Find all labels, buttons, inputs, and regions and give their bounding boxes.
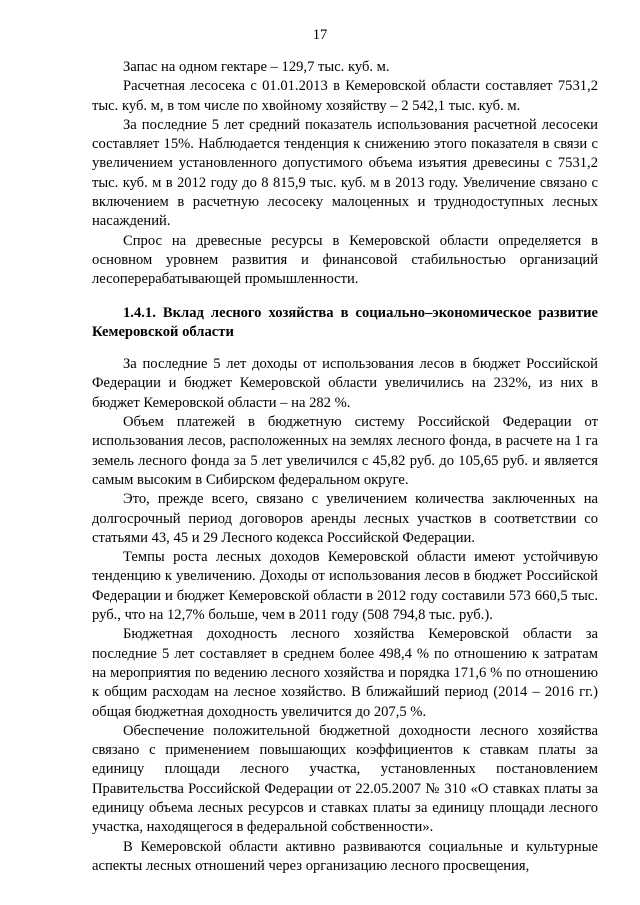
paragraph: Объем платежей в бюджетную систему Российской Федерации от использования лесов, расположенных на землях лесного фонда, в расчете на 1 га земель лесного фонда за 5 лет увеличился с 45,82 руб. до 105,65 руб. и является самым высоким в Сибирском федеральном округе. — [92, 414, 598, 488]
paragraph: За последние 5 лет доходы от использования лесов в бюджет Российской Федерации и бюджет Кемеровской области увеличились на 232%, из них в бюджет Кемеровской области – на 282 %. — [92, 356, 598, 411]
section-heading: 1.4.1. Вклад лесного хозяйства в социально–экономическое развитие Кемеровской области — [92, 304, 598, 340]
paragraph: Обеспечение положительной бюджетной доходности лесного хозяйства связано с применением повышающих коэффициентов к ставкам платы за единицу площади лесного участка, установленных постановлением Правительства Российской Федерации от 22.05.2007 № 310 «О ставках платы за единицу объема лесных ресурсов и ставках платы за единицу площади лесного участка, находящегося в федеральной собственности». — [92, 722, 598, 836]
paragraph: В Кемеровской области активно развиваются социальные и культурные аспекты лесных отношений через организацию лесного просвещения, — [92, 838, 598, 874]
paragraph: Бюджетная доходность лесного хозяйства Кемеровской области за последние 5 лет составляет в среднем более 498,4 % по отношению к затратам на мероприятия по ведению лесного хозяйства и порядка 171,6 % по отношению к общим расходам на лесное хозяйство. В ближайший период (2014 – 2016 гг.) общая бюджетная доходность увеличится до 207,5 %. — [92, 626, 598, 720]
page-content — [92, 58, 598, 876]
paragraph: Расчетная лесосека с 01.01.2013 в Кемеровской области составляет 7531,2 тыс. куб. м, в том числе по хвойному хозяйству – 2 542,1 тыс. куб. м. — [92, 78, 598, 114]
paragraph: Это, прежде всего, связано с увеличением количества заключенных на долгосрочный период договоров аренды лесных участков в соответствии со статьями 43, 45 и 29 Лесного кодекса Российской Федерации. — [92, 491, 598, 546]
paragraph: Запас на одном гектаре – 129,7 тыс. куб. м. — [123, 59, 390, 75]
paragraph: Спрос на древесные ресурсы в Кемеровской области определяется в основном уровнем развития и финансовой стабильностью организаций лесоперерабатывающей промышленности. — [92, 232, 598, 288]
paragraph: Темпы роста лесных доходов Кемеровской области имеют устойчивую тенденцию к увеличению. Доходы от использования лесов в бюджет Российской Федерации и бюджет Кемеровской области в 2012 году составили 573 660,5 тыс. руб., что на 12,7% больше, чем в 2011 году (508 794,8 тыс. руб.). — [92, 549, 598, 624]
page-number: 17 — [312, 27, 328, 43]
paragraph: За последние 5 лет средний показатель использования расчетной лесосеки составляет 15%. Наблюдается тенденция к снижению этого показателя в связи с увеличением установленного допустимого объема изъятия древесины с 7531,2 тыс. куб. м в 2012 году до 8 815,9 тыс. куб. м в 2013 году. Увеличение связано с включением в расчетную лесосеку малоценных и труднодоступных лесных насаждений. — [92, 116, 598, 230]
